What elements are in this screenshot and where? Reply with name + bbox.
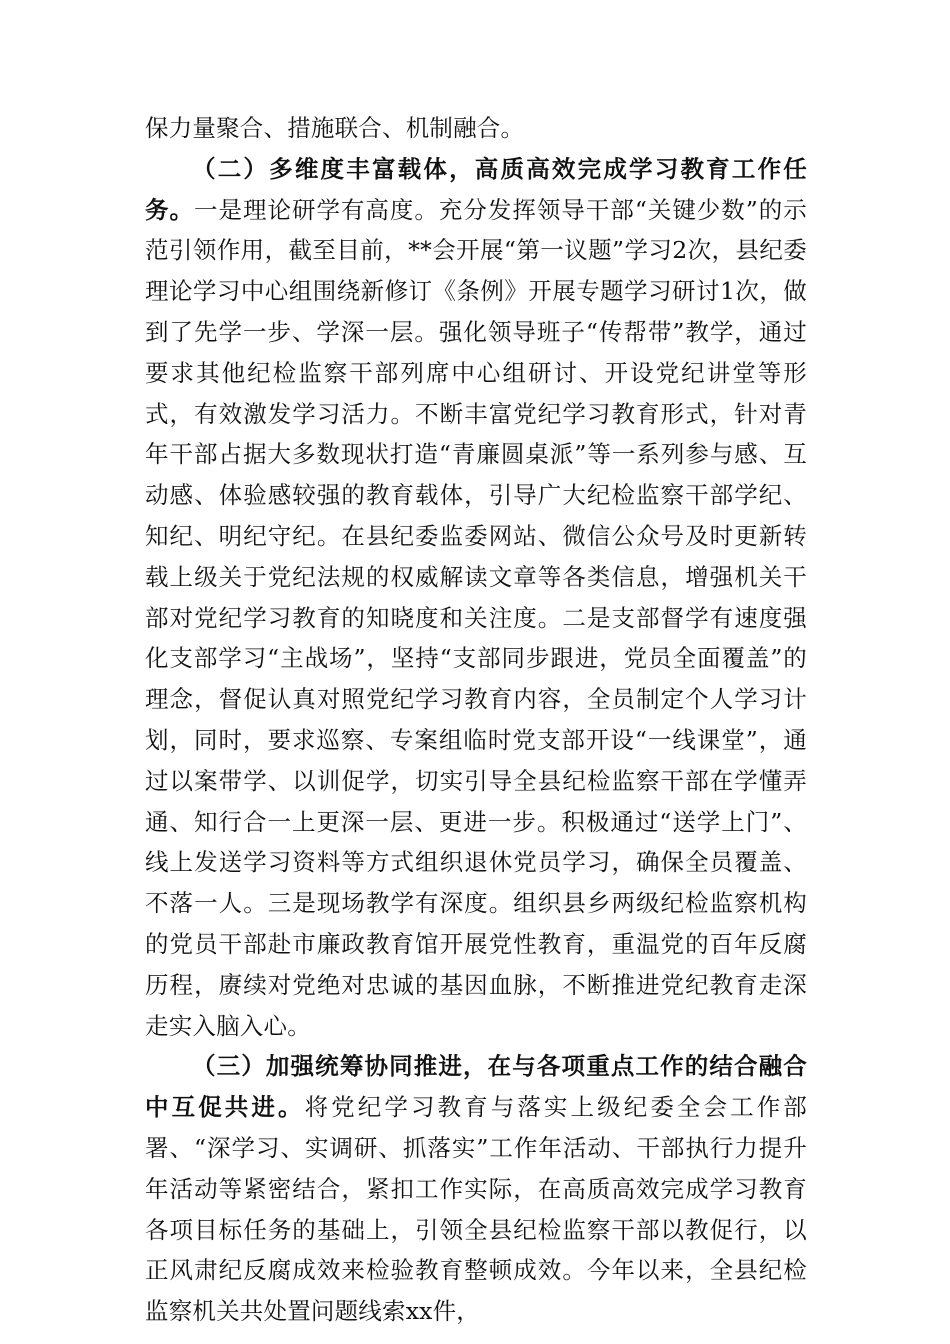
section-3-heading: （三）加强统筹协同推进，在与各项重点工作的结合融合中互促共进。 bbox=[145, 1052, 807, 1122]
section-2-body: 一是理论研学有高度。充分发挥领导干部“关键少数”的示范引领作用，截至目前，**会开展“第一议题”学习2次，县纪委理论学习中心组围绕新修订《条例》开展专题学习研讨1次，做到了先学一步、学深一层。强化领导班子“传帮带”教学，通过要求其他纪检监察干部列席中心组研讨、开设党纪讲堂等形式，有效激发学习活力。不断丰富党纪学习教育形式，针对青年干部占据大多数现状打造“青廉圆桌派”等一系列参与感、互动感、体验感较强的教育载体，引导广大纪检监察干部学纪、知纪、明纪守纪。在县纪委监委网站、微信公众号及时更新转载上级关于党纪法规的权威解读文章等各类信息，增强机关干部对党纪学习教育的知晓度和关注度。二是支部督学有速度强化支部学习“主战场”，坚持“支部同步跟进，党员全面覆盖”的理念，督促认真对照党纪学习教育内容，全员制定个人学习计划，同时，要求巡察、专案组临时党支部开设“一线课堂”，通过以案带学、以训促学，切实引导全县纪检监察干部在学懂弄通、知行合一上更深一层、更进一步。积极通过“送学上门”、线上发送学习资料等方式组织退休党员学习，确保全员覆盖、不落一人。三是现场教学有深度。组织县乡两级纪检监察机构的党员干部赴市廉政教育馆开展党性教育，重温党的百年反腐历程，赓续对党绝对忠诚的基因血脉，不断推进党纪教育走深走实入脑入心。 bbox=[145, 195, 807, 1040]
section-2-heading: （二）多维度丰富载体，高质高效完成学习教育工作任务。 bbox=[145, 154, 807, 224]
paragraph-1-text: 保力量聚合、措施联合、机制融合。 bbox=[145, 114, 525, 142]
paragraph-continuation bbox=[145, 108, 807, 149]
section-3-body: 将党纪学习教育与落实上级纪委全会工作部署、“深学习、实调研、抓落实”工作年活动、干部执行力提升年活动等紧密结合，紧扣工作实际，在高质高效完成学习教育各项目标任务的基础上，引领全县纪检监察干部以教促行，以正风肃纪反腐成效来检验教育整顿成效。今年以来，全县纪检监察机关共处置问题线索xx件， bbox=[145, 1093, 807, 1326]
paragraph-section-2 bbox=[145, 149, 807, 1047]
paragraph-section-3 bbox=[145, 1046, 807, 1332]
document-page bbox=[145, 108, 807, 1332]
